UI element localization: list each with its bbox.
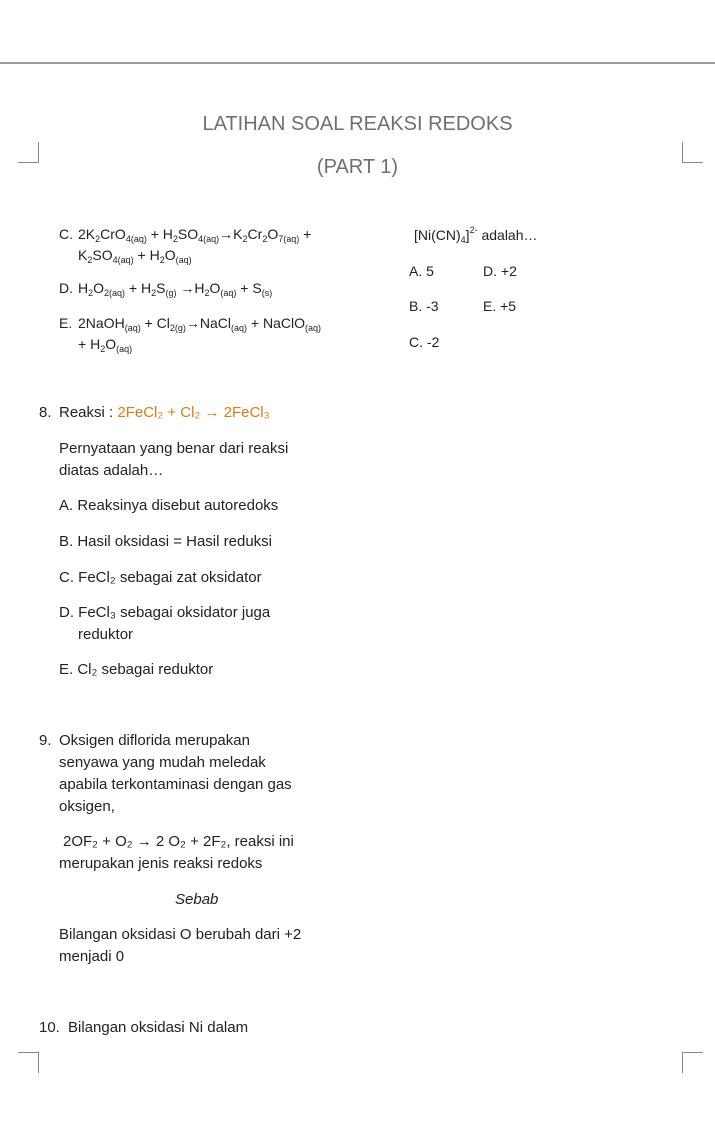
q10-suffix: adalah… xyxy=(477,227,538,243)
q9-reaction-line2: merupakan jenis reaksi redoks xyxy=(59,855,263,872)
q10-option-d: D. +2 xyxy=(483,263,517,279)
q8-lead xyxy=(59,403,270,423)
q10-option-e: E. +5 xyxy=(483,298,517,314)
page-subtitle: (PART 1) xyxy=(316,156,399,178)
q9-reason-line1: Bilangan oksidasi O berubah dari +2 xyxy=(59,926,302,943)
q9-sebab: Sebab xyxy=(175,891,219,908)
q9-reaction-line: 2OF₂ + O₂ → 2 O₂ + 2F₂, reaksi ini xyxy=(63,833,294,850)
q10-text: Bilangan oksidasi Ni dalam xyxy=(68,1019,249,1036)
q7-option-d: $H_2O_{2(aq)} + H_2S_{(g)} \to H_2O_{(aq)} + S_{(s)}$ xyxy=(78,280,273,298)
q9-line1: Oksigen diflorida merupakan xyxy=(59,732,250,749)
q7-option-c-line2: $K_2SO_{4(aq)} + H_2O_{(aq)}$ xyxy=(78,247,192,265)
q10-option-b: B. -3 xyxy=(409,298,439,314)
q7-option-e-line2: + $H_2O_{(aq)}$ xyxy=(78,336,133,354)
q9-number: 9. xyxy=(39,732,52,749)
q8-option-c: C. FeCl₂ sebagai zat oksidator xyxy=(59,569,262,586)
q8-stem-line1: Pernyataan yang benar dari reaksi xyxy=(59,440,289,457)
crop-mark-bottom-left xyxy=(18,1052,39,1073)
page-title: LATIHAN SOAL REAKSI REDOKS xyxy=(202,113,513,135)
q7-option-e-line1: 2NaOH$_{(aq)}$ + $Cl_{2(g)}\to NaCl_{(aq)}$ + NaClO$_{(aq)}$ xyxy=(78,315,322,333)
q10-compound: $[Ni(CN)_4]^{2-}$ adalah… xyxy=(414,225,538,245)
q9-line3: apabila terkontaminasi dengan gas xyxy=(59,776,292,793)
q7-option-d-label: D. xyxy=(59,280,73,296)
q10-option-c: C. -2 xyxy=(409,334,440,350)
q8-number: 8. xyxy=(39,404,52,421)
q10-number: 10. xyxy=(39,1019,60,1036)
q9-line2: senyawa yang mudah meledak xyxy=(59,754,266,771)
q8-option-e: E. Cl₂ sebagai reduktor xyxy=(59,661,214,678)
crop-mark-bottom-right xyxy=(682,1052,703,1073)
q10-option-a: A. 5 xyxy=(409,263,434,279)
q7-option-e-label: E. xyxy=(59,315,73,331)
header-rule xyxy=(0,62,715,64)
q9-line4: oksigen, xyxy=(59,798,115,815)
q8-stem-line2: diatas adalah… xyxy=(59,462,164,479)
q8-reaction: 2FeCl₂ + Cl₂ → 2FeCl₃ xyxy=(117,404,270,421)
q8-option-d-line1: D. FeCl₃ sebagai oksidator juga xyxy=(59,604,271,621)
q7-option-c-line1: $2K_2CrO_{4(aq)} + H_2SO_{4(aq)}\to K_2Cr_2O_{7(aq)}$ + xyxy=(78,226,312,244)
q7-option-c-label: C. xyxy=(59,226,73,242)
q8-option-d-line2: reduktor xyxy=(78,626,134,643)
q9-reason-line2: menjadi 0 xyxy=(59,948,125,965)
q8-lead-text: Reaksi : xyxy=(59,404,118,421)
q8-option-b: B. Hasil oksidasi = Hasil reduksi xyxy=(59,533,272,550)
q8-option-a: A. Reaksinya disebut autoredoks xyxy=(59,497,279,514)
